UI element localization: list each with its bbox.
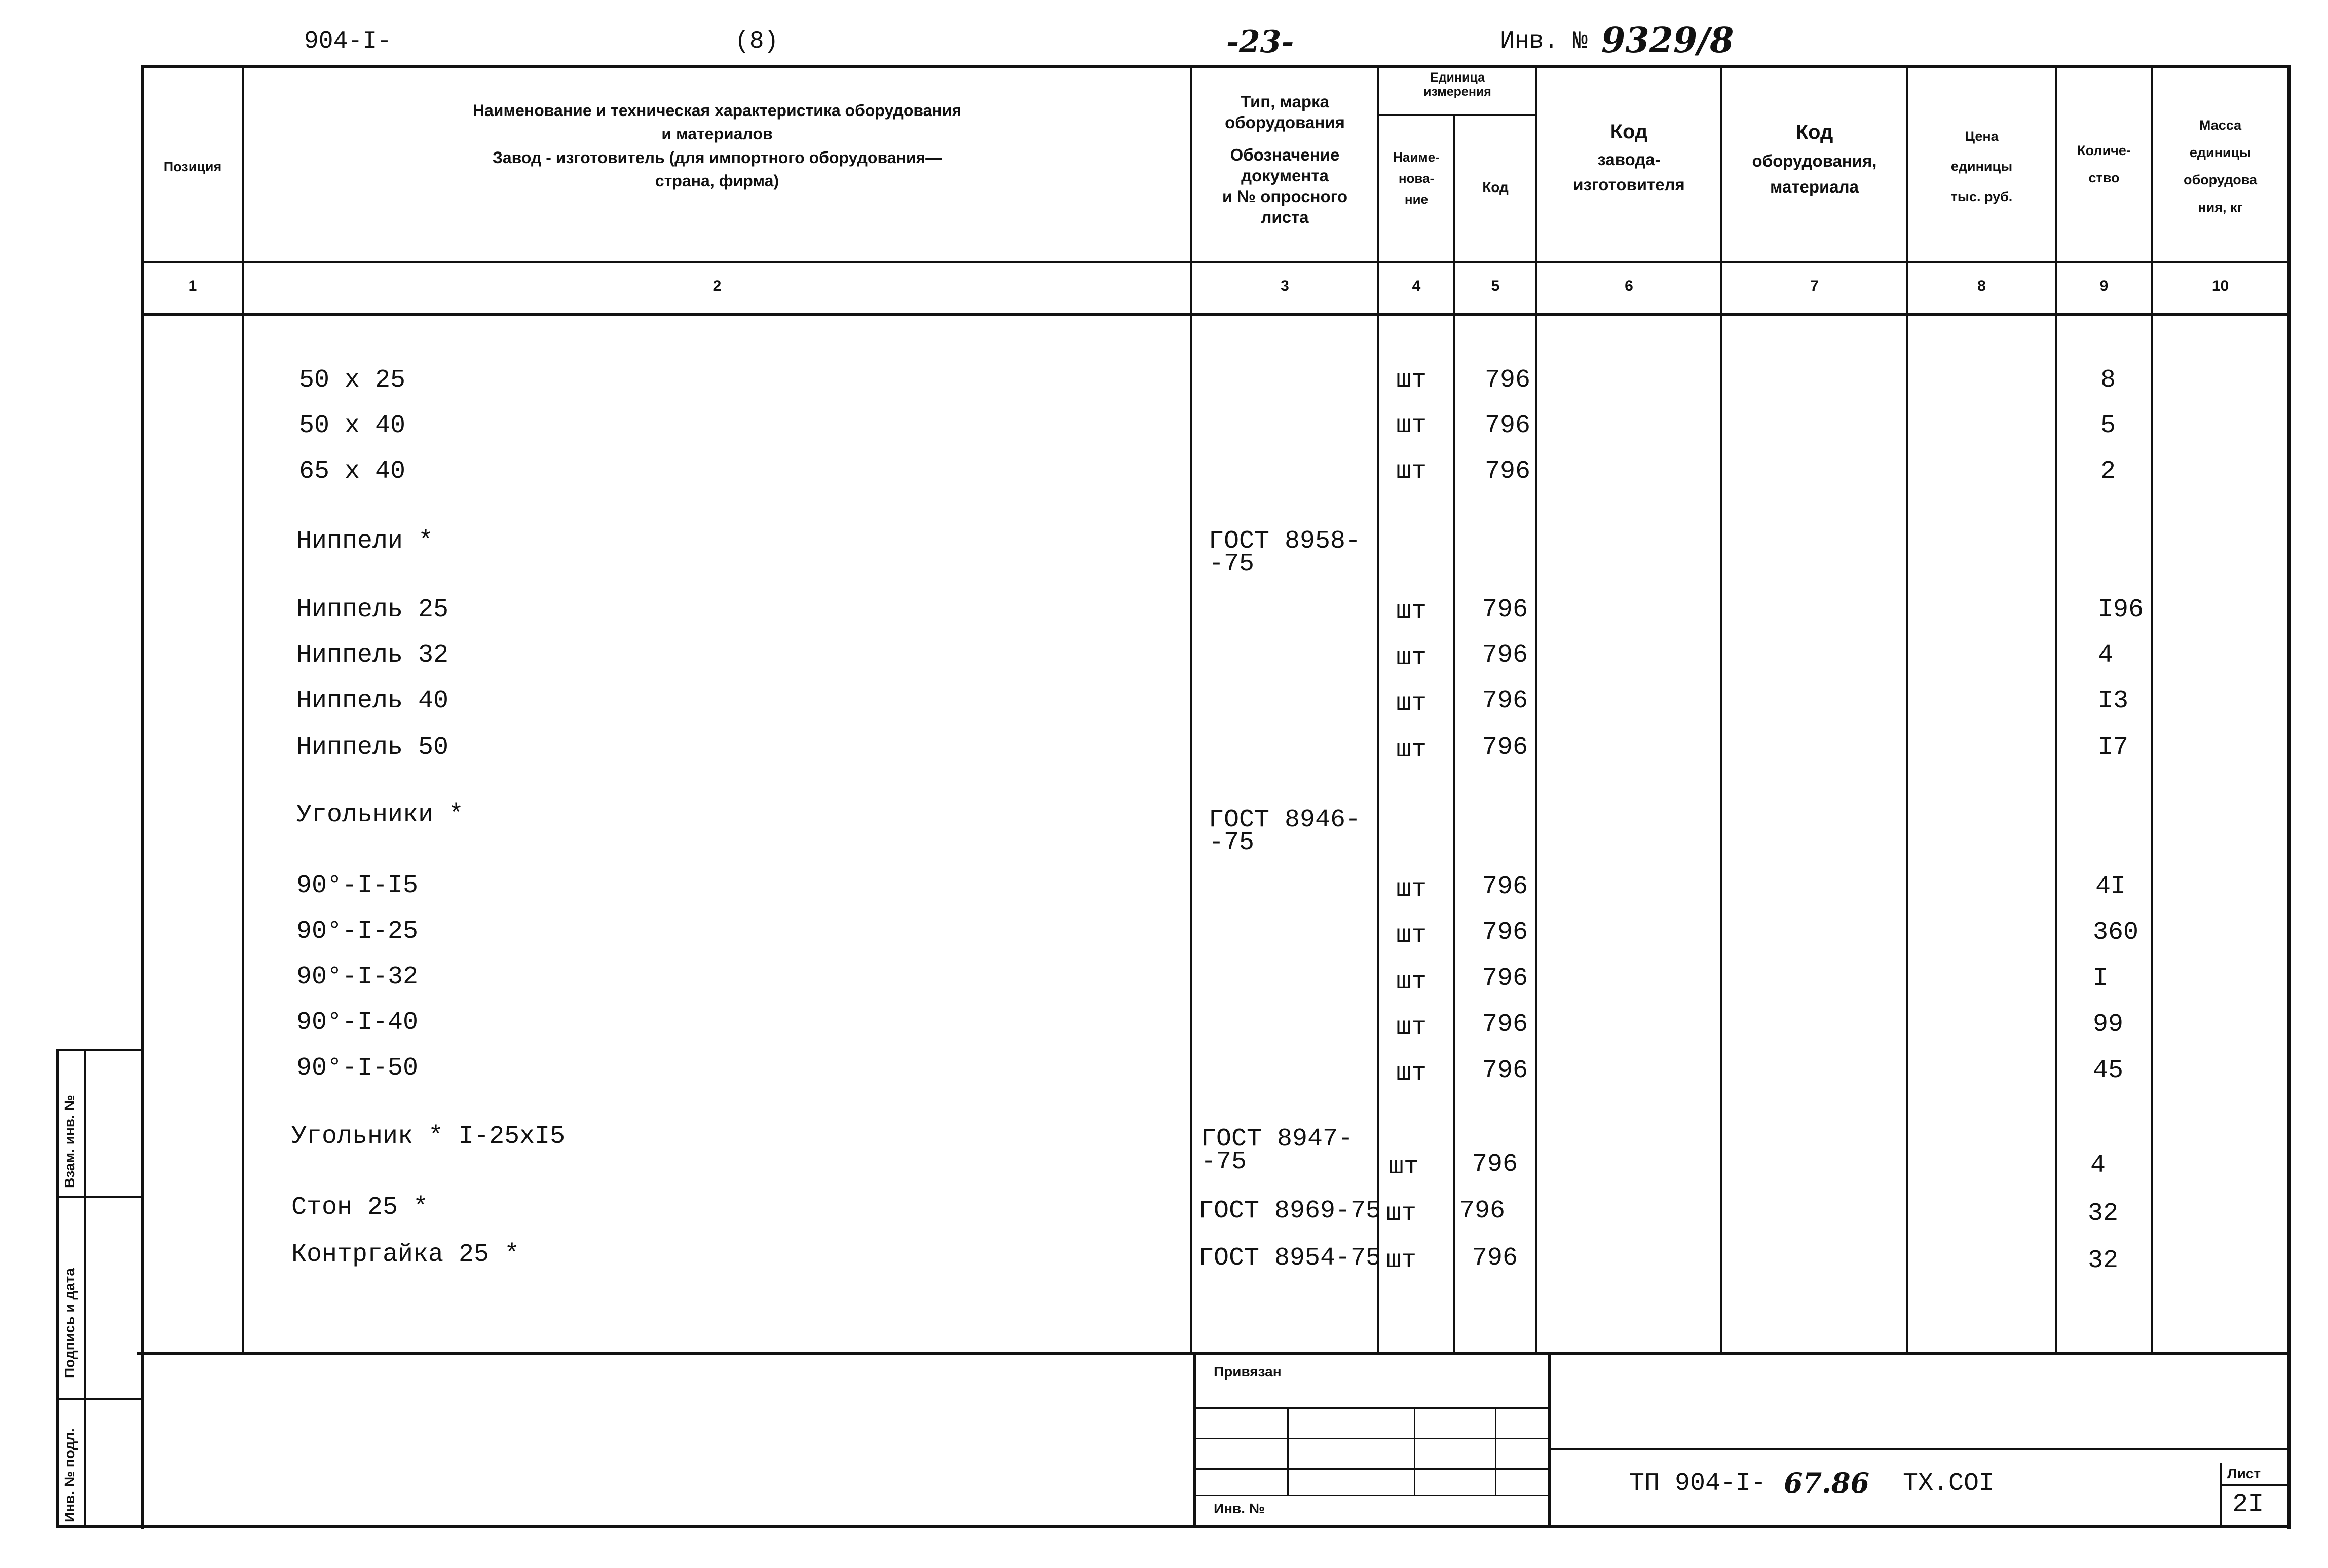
row-code: 796	[1482, 918, 1528, 947]
header-position: Позиция	[163, 159, 222, 174]
row-qty: 2	[2100, 457, 2116, 486]
header-name-line1: Наименование и техническая характеристика оборудования	[472, 101, 962, 120]
row-code: 796	[1482, 964, 1528, 993]
side-stamp-inv-podl: Инв. № подл.	[62, 1428, 78, 1522]
row-doc-cont: -75	[1201, 1148, 1247, 1176]
side-stamp-podpis-data: Подпись и дата	[62, 1268, 78, 1378]
row-name: Контргайка 25 *	[291, 1240, 520, 1269]
header-unit-group	[1379, 71, 1535, 99]
side-stamp-vzam-inv: Взам. инв. №	[62, 1095, 78, 1188]
header-unit-line2: измерения	[1423, 84, 1491, 99]
row-unit: шт	[1396, 736, 1427, 764]
header-mass-line1: Масса	[2199, 118, 2242, 133]
header-quantity-line1: Количе-	[2077, 143, 2131, 158]
row-qty: 99	[2093, 1010, 2124, 1039]
row-name: 90°-I-50	[296, 1054, 419, 1083]
row-unit: шт	[1396, 643, 1427, 672]
row-qty: I96	[2098, 595, 2144, 624]
header-type-line5: и № опросного	[1222, 187, 1348, 206]
header-quantity-line2: ство	[2088, 170, 2120, 185]
header-unit-name-line1: Наиме-	[1393, 149, 1440, 165]
row-code: 796	[1482, 872, 1528, 901]
col-number-10: 10	[2211, 278, 2229, 294]
row-code: 796	[1482, 641, 1528, 670]
header-type-line6: листа	[1261, 208, 1309, 227]
header-name-line2: и материалов	[661, 125, 773, 143]
row-name: 90°-I-40	[296, 1008, 419, 1037]
row-name: 90°-I-32	[296, 963, 419, 991]
header-name-line4: страна, фирма)	[655, 172, 779, 190]
row-unit: шт	[1396, 1013, 1427, 1042]
header-factory-code-line1: Код	[1610, 121, 1648, 143]
row-unit: шт	[1386, 1246, 1417, 1275]
header-name	[244, 99, 1190, 193]
sheet-number: 2I	[2232, 1489, 2264, 1519]
row-doc: ГОСТ 8954-75	[1198, 1244, 1381, 1273]
header-price-line3: тыс. руб.	[1950, 188, 2013, 204]
row-qty: 4	[2090, 1151, 2106, 1180]
inventory-number: 9329/8	[1601, 20, 1734, 61]
row-doc-cont: -75	[1209, 550, 1255, 579]
row-qty: I3	[2098, 686, 2129, 715]
col-number-8: 8	[1977, 278, 1986, 294]
header-type	[1192, 91, 1377, 228]
row-unit: шт	[1396, 457, 1427, 486]
header-equipment-code	[1722, 117, 1906, 200]
row-doc: ГОСТ 8969-75	[1198, 1197, 1381, 1226]
header-unit-name	[1379, 147, 1453, 210]
row-qty: 8	[2100, 366, 2116, 395]
col-number-3: 3	[1281, 278, 1289, 294]
doc-code-handwritten: 67.86	[1784, 1467, 1870, 1499]
col-number-1: 1	[188, 278, 197, 294]
row-code: 796	[1485, 411, 1531, 440]
doc-code-prefix: ТП 904-I-	[1629, 1469, 1767, 1498]
header-type-line1: Тип, марка	[1241, 92, 1329, 111]
header-mass-line4: ния, кг	[2198, 200, 2243, 215]
row-doc-cont: -75	[1209, 828, 1255, 857]
row-doc: ГОСТ 8958-	[1209, 527, 1361, 556]
row-name: Стон 25 *	[291, 1193, 429, 1222]
header-factory-code-line3: изготовителя	[1573, 175, 1685, 194]
header-unit-name-line3: ние	[1404, 192, 1429, 207]
header-price-line2: единицы	[1950, 159, 2013, 174]
privyazan-label: Привязан	[1214, 1364, 1282, 1380]
header-equipment-code-line2: оборудования,	[1752, 151, 1877, 170]
row-code: 796	[1482, 1010, 1528, 1039]
row-name: 90°-I-25	[296, 917, 419, 946]
row-code: 796	[1482, 733, 1528, 762]
row-code: 796	[1459, 1197, 1506, 1226]
header-mass-line3: оборудова	[2183, 172, 2258, 187]
series-code: 904-I-	[304, 28, 392, 55]
row-code: 796	[1482, 686, 1528, 715]
col-number-7: 7	[1810, 278, 1819, 294]
row-qty: I7	[2098, 733, 2129, 762]
row-code: 796	[1472, 1150, 1518, 1179]
col-number-5: 5	[1491, 278, 1500, 294]
header-factory-code	[1537, 117, 1720, 197]
row-qty: 32	[2088, 1246, 2119, 1275]
header-price	[1908, 122, 2055, 212]
header-price-line1: Цена	[1965, 129, 1999, 144]
inv-no-label: Инв. №	[1214, 1501, 1265, 1516]
row-name: 50 x 25	[299, 366, 406, 395]
row-name: Ниппели *	[296, 527, 434, 556]
row-name: 65 x 40	[299, 457, 406, 486]
row-qty: 32	[2088, 1199, 2119, 1228]
row-code: 796	[1485, 366, 1531, 395]
header-unit-name-line2: нова-	[1398, 170, 1435, 186]
row-unit: шт	[1396, 689, 1427, 718]
row-unit: шт	[1388, 1153, 1419, 1181]
header-type-line2: оборудования	[1225, 113, 1345, 132]
row-qty: I	[2093, 964, 2109, 993]
row-unit: шт	[1396, 597, 1427, 626]
header-mass	[2153, 111, 2287, 221]
header-type-line3: Обозначение	[1230, 145, 1340, 164]
sheet-label: Лист	[2227, 1466, 2261, 1481]
row-unit: шт	[1396, 1059, 1427, 1088]
row-unit: шт	[1396, 968, 1427, 997]
header-equipment-code-line1: Код	[1795, 121, 1833, 143]
row-name: Угольники *	[296, 800, 464, 829]
header-mass-line2: единицы	[2189, 145, 2251, 160]
page-number: -23-	[1226, 24, 1294, 60]
col-number-9: 9	[2099, 278, 2109, 294]
row-unit: шт	[1386, 1199, 1417, 1228]
header-equipment-code-line3: материала	[1770, 177, 1859, 197]
row-name: Ниппель 40	[296, 686, 449, 715]
row-code: 796	[1472, 1244, 1518, 1273]
header-type-line4: документа	[1241, 166, 1329, 185]
row-name: Ниппель 25	[296, 595, 449, 624]
row-qty: 45	[2093, 1056, 2124, 1085]
inventory-label: Инв. №	[1500, 28, 1588, 55]
row-qty: 5	[2100, 411, 2116, 440]
col-number-4: 4	[1412, 278, 1421, 294]
row-name: 90°-I-I5	[296, 871, 419, 900]
row-unit: шт	[1396, 921, 1427, 950]
row-name: Ниппель 50	[296, 733, 449, 762]
row-name: Ниппель 32	[296, 641, 449, 670]
header-unit-line1: Единица	[1430, 70, 1485, 85]
row-name: 50 x 40	[299, 411, 406, 440]
row-code: 796	[1482, 595, 1528, 624]
row-doc: ГОСТ 8947-	[1201, 1125, 1354, 1154]
col-number-2: 2	[712, 278, 722, 294]
row-qty: 4	[2098, 641, 2114, 670]
row-unit: шт	[1396, 366, 1427, 395]
header-name-line3: Завод - изготовитель (для импортного оборудования—	[492, 148, 942, 167]
row-code: 796	[1482, 1056, 1528, 1085]
row-unit: шт	[1396, 875, 1427, 904]
header-unit-code: Код	[1482, 179, 1509, 195]
part-number: (8)	[735, 28, 779, 55]
row-qty: 360	[2093, 918, 2139, 947]
row-code: 796	[1485, 457, 1531, 486]
row-name: Угольник * I-25xI5	[291, 1122, 566, 1151]
header-factory-code-line2: завода-	[1597, 150, 1661, 169]
col-number-6: 6	[1625, 278, 1633, 294]
row-qty: 4I	[2095, 872, 2126, 901]
row-unit: шт	[1396, 411, 1427, 440]
header-quantity	[2057, 137, 2151, 192]
row-doc: ГОСТ 8946-	[1209, 806, 1361, 834]
doc-code-suffix: ТХ.СОI	[1903, 1469, 1995, 1498]
